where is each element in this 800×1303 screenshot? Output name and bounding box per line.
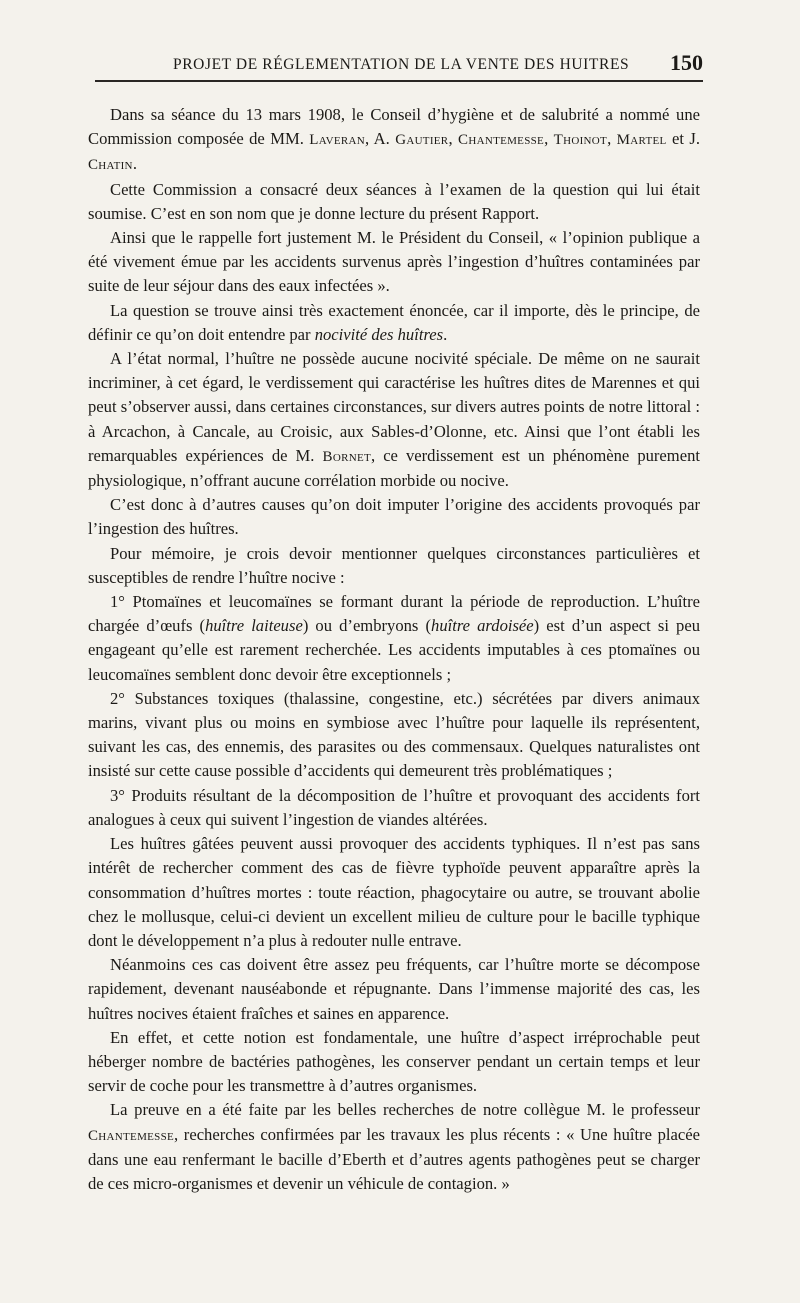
name-thoinot: Thoinot: [553, 132, 608, 149]
name-chantemesse: Chantemesse: [458, 132, 545, 149]
name-chantemesse-2: Chantemesse: [88, 1127, 175, 1144]
page-number: 150: [670, 50, 703, 75]
paragraph-seances: Cette Commission a consacré deux séances à l’examen de la question qui lui était soumise. C’est en son nom que je donne lecture du présent Rapport.: [88, 179, 700, 223]
name-martel: Martel: [616, 132, 667, 149]
list-item-3: 3° Produits résultant de la décomposition de l’huître et provoquant des accidents fort analogues à ceux qui suivent l’ingestion de viandes altérées.: [88, 785, 700, 829]
running-header: [95, 50, 703, 82]
paragraph-question: La question se trouve ainsi très exactement énoncée, car il importe, dès le principe, de définir ce qu’on doit entendre par nocivité des huîtres.: [88, 300, 700, 344]
list-item-1: 1° Ptomaïnes et leucomaïnes se formant durant la période de reproduction. L’huître chargée d’œufs (huître laiteuse) ou d’embryons (huître ardoisée) est d’un aspect si peu engageant qu’elle est rarement recherchée. Les accidents imputables à ces ptomaïnes ou leucomaïnes semblent donc devoir être exceptionnels ;: [88, 592, 700, 684]
name-laveran: Laveran: [309, 132, 365, 149]
name-gautier: Gautier: [395, 132, 449, 149]
name-bornet: Bornet: [322, 448, 371, 465]
paragraph-opinion: Ainsi que le rappelle fort justement M. le Président du Conseil, « l’opinion publique a été vivement émue par les accidents survenus après l’ingestion d’huîtres contaminées par suite de leur séjour dans des eaux infectées ».: [88, 228, 700, 296]
paragraph-memoire: Pour mémoire, je crois devoir mentionner quelques circonstances particulières et susceptibles de rendre l’huître nocive :: [88, 543, 700, 587]
body-text: [88, 103, 700, 1196]
italic-huitre-laiteuse: huître laiteuse: [205, 616, 303, 636]
paragraph-preuve: La preuve en a été faite par les belles recherches de notre collègue M. le professeur Chantemesse, recherches confirmées par les travaux les plus récents : « Une huître placée dans une eau renfermant le bacille d’Eberth et d’autres agents pathogènes peut se charger de ces micro-organismes et devenir un véhicule de contagion. »: [88, 1100, 700, 1193]
paragraph-commission: Dans sa séance du 13 mars 1908, le Conseil d’hygiène et de salubrité a nommé une Commission composée de MM. Laveran, A. Gautier, Chantemesse, Thoinot, Martel et J. Chatin.: [88, 105, 700, 174]
list-item-2: 2° Substances toxiques (thalassine, congestine, etc.) sécrétées par divers animaux marins, vivant plus ou moins en symbiose avec l’huître pour laquelle ils représentent, suivant les cas, des ennemis, des parasites ou des commensaux. Quelques naturalistes ont insisté sur cette cause possible d’accidents qui demeurent très problématiques ;: [88, 688, 700, 781]
paragraph-effet: En effet, et cette notion est fondamentale, une huître d’aspect irréprochable peut héberger nombre de bactéries pathogènes, les conserver pendant un certain temps et leur servir de coche pour les transmettre à d’autres organismes.: [88, 1027, 700, 1096]
italic-nocivite: nocivité des huîtres: [314, 324, 444, 344]
paragraph-verdissement: A l’état normal, l’huître ne possède aucune nocivité spéciale. De même on ne saurait incriminer, à cet égard, le verdissement qui caractérise les huîtres dites de Marennes et qui peut s’observer aussi, dans certaines circonstances, sur divers autres points de notre littoral : à Arcachon, à Cancale, au Croisic, aux Sables-d’Olonne, etc. Ainsi que l’ont établi les remarquables expériences de M. Bornet, ce verdissement est un phénomène purement physiologique, n’offrant aucune corrélation morbide ou nocive.: [88, 349, 700, 491]
paragraph-typhiques: Les huîtres gâtées peuvent aussi provoquer des accidents typhiques. Il n’est pas sans intérêt de rechercher comment des cas de fièvre typhoïde peuvent apparaître après la consommation d’huîtres mortes : toute réaction, phagocytaire ou autre, se trouvant abolie chez le mollusque, celui-ci devient un excellent milieu de culture pour le bacille typhique dont le développement n’a plus à redouter nulle entrave.: [88, 834, 700, 950]
paragraph-causes: C’est donc à d’autres causes qu’on doit imputer l’origine des accidents provoqués par l’ingestion des huîtres.: [88, 495, 700, 539]
paragraph-neanmoins: Néanmoins ces cas doivent être assez peu fréquents, car l’huître morte se décompose rapidement, devenant nauséabonde et répugnante. Dans l’immense majorité des cas, les huîtres nocives étaient fraîches et saines en apparence.: [88, 955, 700, 1023]
italic-huitre-ardoisee: huître ardoisée: [431, 616, 534, 636]
running-title: PROJET DE RÉGLEMENTATION DE LA VENTE DES HUITRES: [173, 56, 630, 73]
name-chatin: Chatin: [88, 157, 133, 174]
